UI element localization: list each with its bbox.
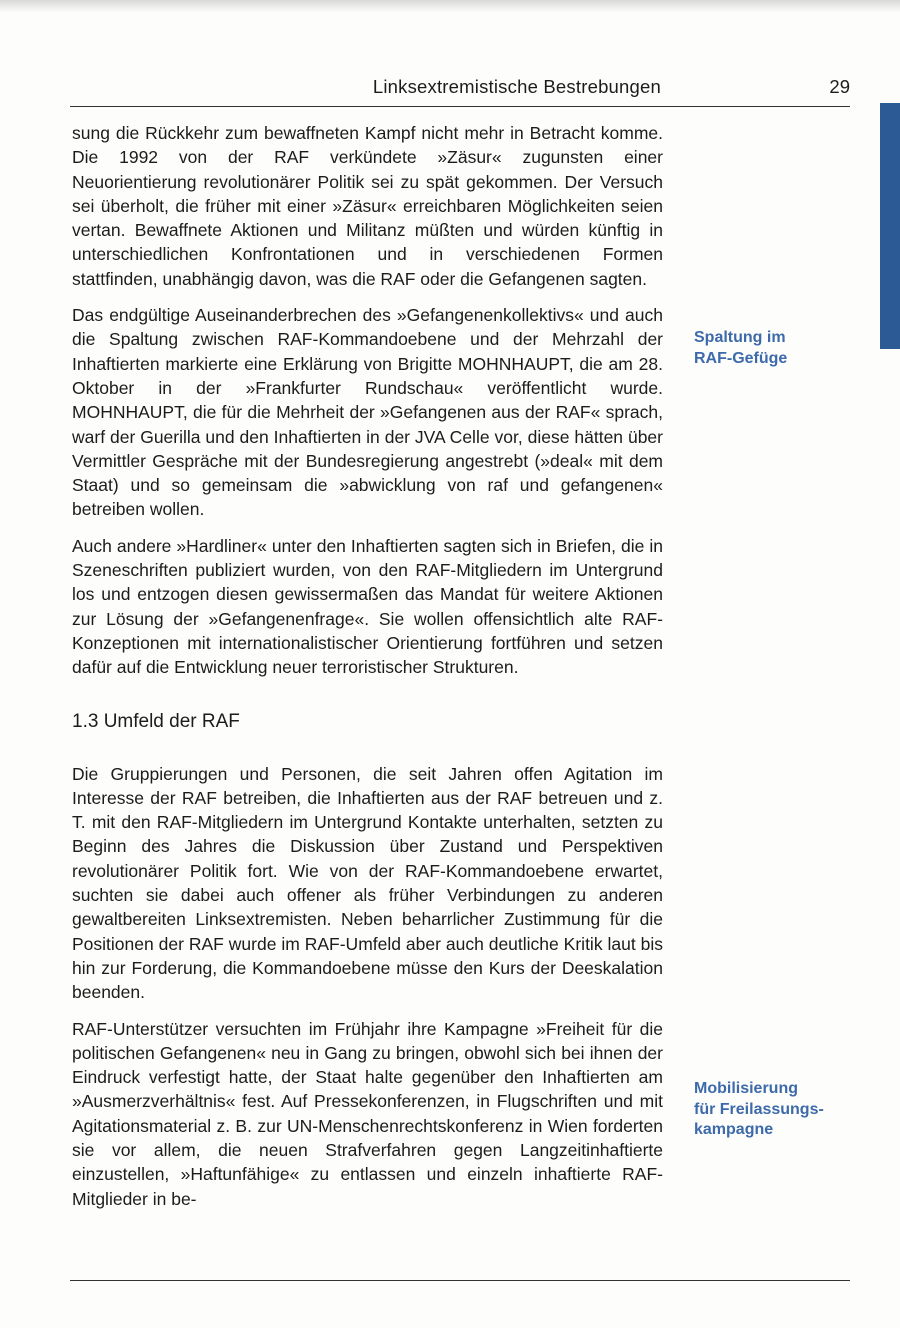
margin-note-line: RAF-Gefüge xyxy=(694,349,788,367)
margin-note-line: Spaltung im xyxy=(694,329,786,346)
running-title: Linksextremistische Bestrebungen xyxy=(372,76,661,97)
footer-rule xyxy=(70,1280,850,1281)
paragraph: Die Gruppierungen und Personen, die seit Jahren offen Agitation im Interesse der RAF betreiben, die Inhaftierten aus der RAF betreuen und z. T. mit den RAF-Mitgliedern im Untergrund Kontakte unterhalten, setzten zu Beginn des Jahres die Diskussion über Zustand und Perspektiven revolutionärer Politik fort. Wie von der RAF-Kommandoebene erwartet, suchten sie dabei auch offener als früher Verbindungen zu anderen gewaltbereiten Linksextremisten. Neben beharrlicher Zustimmung für die Positionen der RAF wurde im RAF-Umfeld aber auch deutliche Kritik laut bis hin zur Forderung, die Kommandoebene müsse den Kurs der Deeskalation beenden. xyxy=(72,763,663,1003)
scan-top-shadow xyxy=(0,0,900,12)
margin-note-line: für Freilassungs- xyxy=(694,1100,824,1118)
margin-note-mobilisierung xyxy=(694,1079,844,1141)
margin-note-line: Mobilisierung xyxy=(694,1080,798,1097)
page-number: 29 xyxy=(829,76,850,97)
paragraph: RAF-Unterstützer versuchten im Frühjahr ihre Kampagne »Freiheit für die politischen Gefangenen« neu in Gang zu bringen, obwohl sich bei ihnen der Eindruck verfestigt hatte, der Staat halte gegenüber den Inhaftierten am »Ausmerzverhältnis« fest. Auf Pressekonferenzen, in Flugschriften und mit Agitationsmaterial z. B. zur UN-Menschenrechtskonferenz in Wien forderten sie vor allem, die neuen Strafverfahren gegen Langzeitinhaftierte einzustellen, »Haftunfähige« zu entlassen und einzeln inhaftierte RAF-Mitglieder in be- xyxy=(72,1018,663,1209)
paragraph: Auch andere »Hardliner« unter den Inhaftierten sagten sich in Briefen, die in Szeneschriften publiziert wurden, von den RAF-Mitgliedern im Untergrund los und entzogen diesen gewissermaßen das Mandat für weitere Aktionen zur Lösung der »Gefangenenfrage«. Sie wollen offensichtlich alte RAF-Konzeptionen mit internationalistischer Orientierung fortführen und setzen dafür auf die Entwicklung neuer terroristischer Strukturen. xyxy=(72,535,663,678)
paragraph: Das endgültige Auseinanderbrechen des »Gefangenenkollektivs« und auch die Spaltung zwischen RAF-Kommandoebene und der Mehrzahl der Inhaftierten markierte eine Erklärung von Brigitte MOHNHAUPT, die am 28. Oktober in der »Frankfurter Rundschau« veröffentlicht wurde. MOHNHAUPT, die für die Mehrheit der »Gefangenen aus der RAF« sprach, warf der Guerilla und den Inhaftierten in der JVA Celle vor, diese hätten über Vermittler Gespräche mit der Bundesregierung angestrebt (»deal« mit dem Staat) und so gemeinsam die »abwicklung von raf und gefangenen« betreiben wollen. xyxy=(72,305,663,520)
margin-note-spaltung xyxy=(694,328,844,369)
main-text xyxy=(72,121,663,1223)
margin-note-line: kampagne xyxy=(694,1121,774,1138)
section-heading: 1.3 Umfeld der RAF xyxy=(72,710,240,732)
paragraph: sung die Rückkehr zum bewaffneten Kampf nicht mehr in Betracht komme. Die 1992 von der RAF verkündete »Zäsur« zugunsten einer Neuorientierung revolutionärer Politik sei zu spät gekommen. Der Versuch sei überholt, die früher mit einer »Zäsur« erreichbaren Möglichkeiten seien vertan. Bewaffnete Aktionen und Militanz müßten und würden künftig in unterschiedlichen Konfrontationen und in verschiedenen Formen stattfinden, unabhängig davon, was die RAF oder die Gefangenen sagten. xyxy=(72,123,663,289)
chapter-thumb-tab xyxy=(880,103,900,349)
page-header xyxy=(70,76,850,107)
